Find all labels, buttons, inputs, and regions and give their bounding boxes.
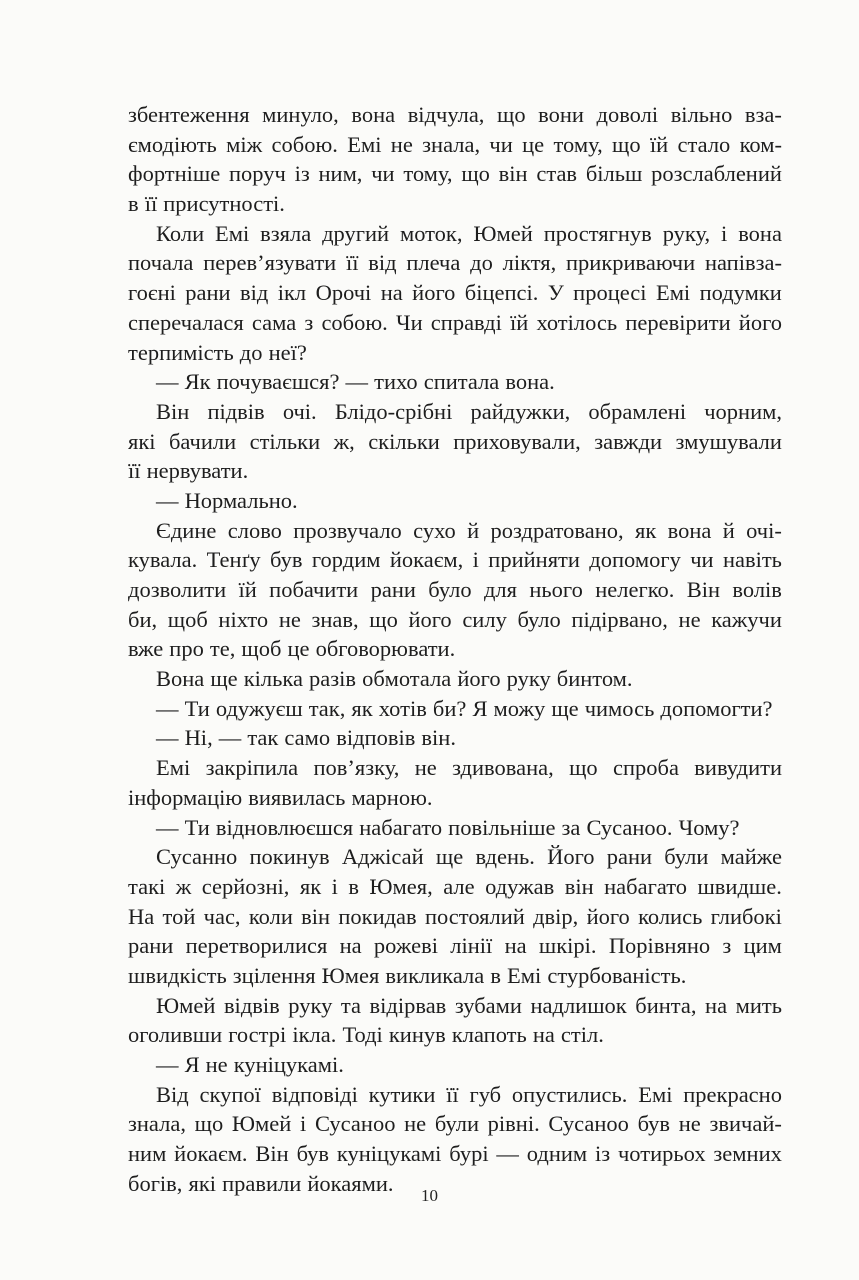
- text-line: — Ти відновлюєшся набагато повільніше за Сусаноо. Чому?: [156, 814, 740, 840]
- text-line: Від скупої відповіді кутики її губ опустились. Емі прекрасно: [156, 1081, 782, 1107]
- text-line: ним йокаєм. Він був куніцукамі бурі — одним із чотирьох земних: [128, 1141, 782, 1167]
- text-line: в її присутності.: [128, 191, 285, 217]
- paragraph: [128, 516, 782, 664]
- paragraph: [128, 753, 782, 812]
- text-line: гоєні рани від ікл Орочі на його біцепсі. У процесі Емі подумки: [128, 280, 782, 306]
- text-line: дозволити їй побачити рани було для нього нелегко. Він волів: [128, 577, 782, 602]
- text-line: — Нормально.: [156, 487, 298, 513]
- text-line: збентеження минуло, вона відчула, що вони доволі вільно вза-: [128, 102, 782, 127]
- paragraph: [128, 991, 782, 1050]
- text-line: — Ти одужуєш так, як хотів би? Я можу ще чимось допомогти?: [156, 695, 773, 721]
- text-line: ємодіють між собою. Емі не знала, чи це тому, що їй стало ком-: [128, 131, 782, 157]
- paragraph: [128, 219, 782, 367]
- page-number: 10: [421, 1186, 438, 1205]
- text-line: би, щоб ніхто не знав, що його силу було підірвано, не кажучи: [128, 606, 782, 632]
- text-line: Коли Емі взяла другий моток, Юмей простягнув руку, і вона: [156, 220, 782, 246]
- text-line: — Я не куніцукамі.: [156, 1052, 344, 1077]
- text-line: такі ж серйозні, як і в Юмея, але одужав він набагато швидше.: [128, 873, 782, 899]
- text-line: Вона ще кілька разів обмотала його руку бинтом.: [156, 666, 633, 692]
- text-line: фортніше поруч із ним, чи тому, що він став більш розслаблений: [128, 161, 782, 187]
- paragraph: [128, 723, 782, 753]
- text-line: На той час, коли він покидав постоялий двір, його колись глибокі: [128, 903, 782, 929]
- paragraph: [128, 813, 782, 843]
- text-line: Він підвів очі. Блідо-срібні райдужки, обрамлені чорним,: [156, 398, 782, 424]
- text-line: — Як почуваєшся? — тихо спитала вона.: [156, 369, 555, 395]
- paragraph: [128, 842, 782, 990]
- text-line: Емі закріпила пов’язку, не здивована, що спроба вивудити: [156, 755, 782, 781]
- text-line: її нервувати.: [128, 458, 249, 484]
- text-line: кувала. Тенґу був гордим йокаєм, і прийняти допомогу чи навіть: [128, 547, 782, 573]
- text-line: вже про те, щоб це обговорювати.: [128, 636, 456, 662]
- text-line: швидкість зцілення Юмея викликала в Емі стурбованість.: [128, 962, 687, 988]
- text-line: рани перетворилися на рожеві лінії на шкірі. Порівняно з цим: [128, 933, 782, 959]
- body-text: [128, 100, 782, 1198]
- paragraph: [128, 397, 782, 486]
- text-line: терпимість до неї?: [128, 339, 307, 365]
- paragraph: [128, 486, 782, 516]
- text-line: знала, що Юмей і Сусаноо не були рівні. Сусаноо був не звичай-: [128, 1111, 782, 1137]
- paragraph: [128, 1050, 782, 1080]
- text-line: Юмей відвів руку та відірвав зубами надлишок бинта, на мить: [156, 992, 782, 1018]
- text-line: сперечалася сама з собою. Чи справді їй хотілось перевірити його: [128, 309, 782, 335]
- paragraph: [128, 1080, 782, 1199]
- paragraph: [128, 100, 782, 219]
- text-line: Єдине слово прозвучало сухо й роздратовано, як вона й очі-: [156, 517, 782, 543]
- text-line: інформацію виявилась марною.: [128, 784, 433, 810]
- text-line: які бачили стільки ж, скільки приховували, завжди змушували: [128, 428, 782, 454]
- text-line: оголивши гострі ікла. Тоді кинув клапоть на стіл.: [128, 1022, 604, 1048]
- text-line: богів, які правили йокаями.: [128, 1170, 394, 1196]
- text-line: почала перев’язувати її від плеча до ліктя, прикриваючи напівза-: [128, 250, 782, 276]
- paragraph: [128, 664, 782, 694]
- text-line: Сусанно покинув Аджісай ще вдень. Його рани були майже: [156, 844, 782, 870]
- paragraph: [128, 367, 782, 397]
- paragraph: [128, 694, 782, 724]
- text-line: — Ні, — так само відповів він.: [156, 725, 456, 751]
